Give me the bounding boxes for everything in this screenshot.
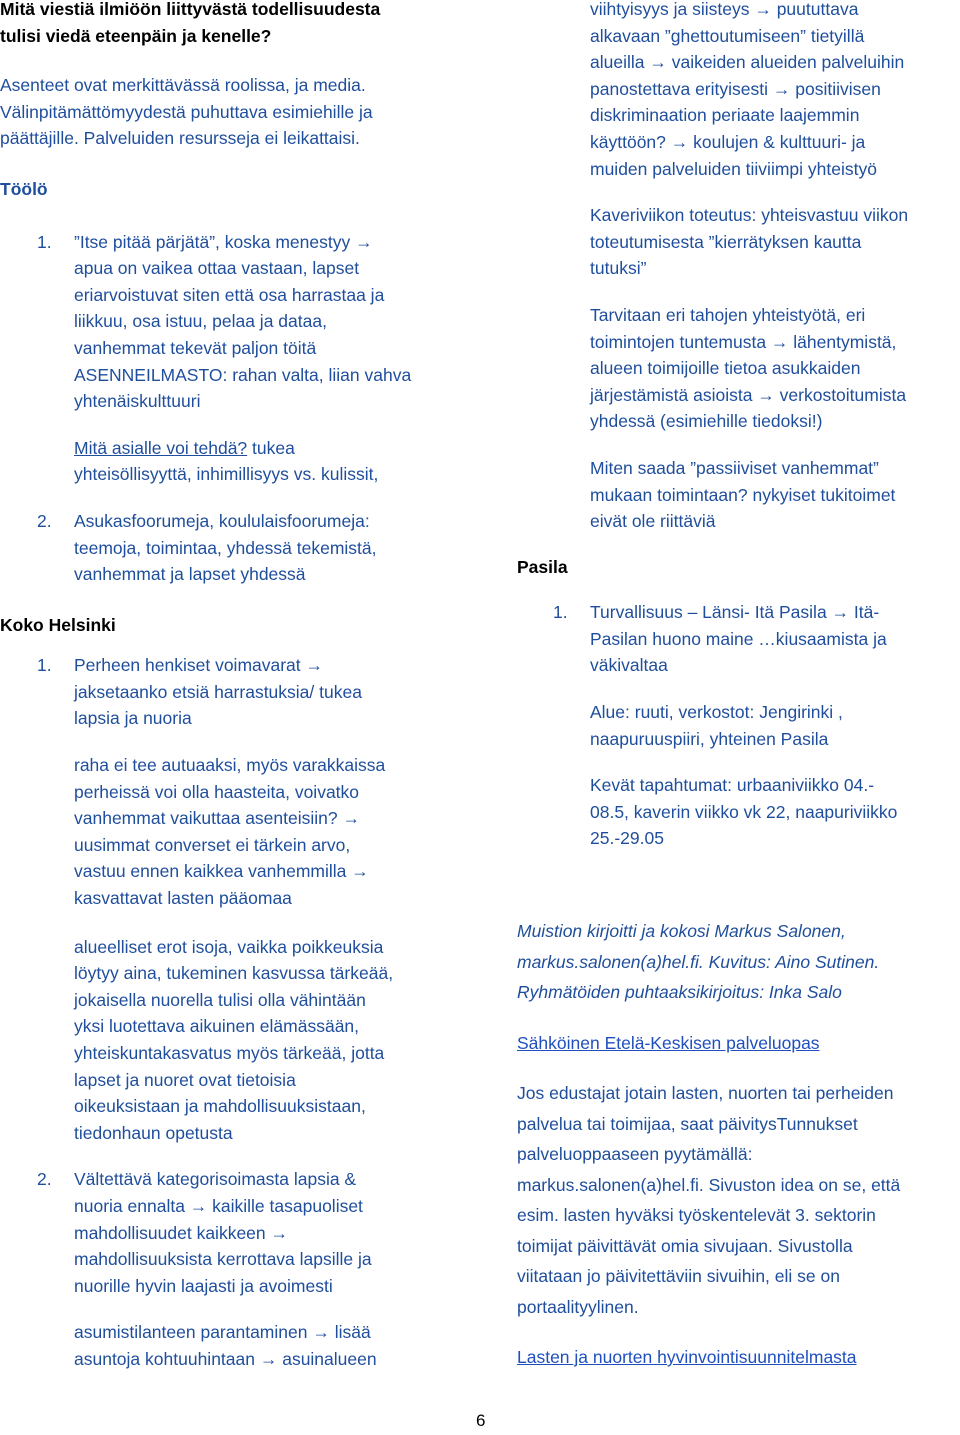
intro-paragraph: Asenteet ovat merkittävässä roolissa, ja media. Välinpitämättömyydestä puhuttava esimiehille ja päättäjille. Palveluiden resursseja ei leikattaisi. [0,75,373,149]
list-number: 2. [37,1169,52,1190]
pasila-item-1: 1. Turvallisuus – Länsi- Itä Pasila → Itä- Pasilan huono maine …kiusaamista ja väkivaltaa [517,599,960,679]
koko-item-2: 2. Vältettävä kategorisoimasta lapsia & nuoria ennalta → kaikille tasapuoliset mahdollisuudet kaikkeen → mahdollisuuksista kerrottava lapsille ja nuorille hyvin laajasti ja avoimesti [0,1166,480,1299]
footer-notes [517,916,960,1373]
continuation-paragraph: viihtyisyys ja siisteys → puututtava alkavaan ”ghettoutumiseen” tietyillä alueilla → vaikeiden alueiden palveluihin panostettava erityisesti → positiivisen diskriminaation periaate laajemmin käyttöön? → koulujen & kulttuuri- ja muiden palveluiden tiiviimpi yhteistyö [590,0,905,179]
question-underlined: Mitä asialle voi tehdä? [74,437,248,458]
koko-paragraph-c: asumistilanteen parantaminen → lisää asuntoja kohtuuhintaan → asuinalueen [74,1322,377,1369]
list-number: 1. [37,231,52,252]
list-number: 1. [553,602,568,623]
toolo-item-1: 1. ”Itse pitää pärjätä”, koska menestyy → apua on vaikea ottaa vastaan, lapset eriarvoistuvat siten että osa harrastaa ja liikkuu, osa istuu, pelaa ja dataa, vanhemmat tekevät paljon töitä ASENNEILMASTO: rahan valta, liian vahva yhtenäiskulttuuri [0,229,480,415]
right-column [517,0,960,1373]
yhteistyo-paragraph: Tarvitaan eri tahojen yhteistyötä, eri toimintojen tuntemusta → lähentymistä, alueen toimijoille tietoa asukkaiden järjestämistä asioista → verkostoitumista yhdessä (esimiehille tiedoksi!) [590,304,907,432]
list-number: 2. [37,510,52,531]
palveluopas-link[interactable]: Sähköinen Etelä-Keskisen palveluopas [517,1032,820,1053]
left-column [0,0,480,1373]
koko-item-1: 1. Perheen henkiset voimavarat → jaksetaanko etsiä harrastuksia/ tukea lapsia ja nuoria [0,652,480,732]
toolo-question: Mitä asialle voi tehdä? tukea yhteisöllisyyttä, inhimillisyys vs. kulissit, [74,437,379,485]
heading: Mitä viestiä ilmiöön liittyvästä todellisuudesta tulisi viedä eteenpäin ja kenelle? [0,0,381,46]
passiiviset-paragraph: Miten saada ”passiiviset vanhemmat” mukaan toimintaan? nykyiset tukitoimet eivät ole riittäviä [590,457,896,532]
koko-paragraph-b: alueelliset erot isoja, vaikka poikkeuksia löytyy aina, tukeminen kasvussa tärkeää, jokaisella nuorella tulisi olla vähintään yksi luotettava aikuinen elämässään, yhteiskuntakasvatus myös tärkeää, jotta lapset ja nuoret ovat tietoisia oikeuksistaan ja mahdollisuuksistaan, tiedonhaun opetusta [74,936,394,1143]
hyvinvointisuunnitelma-link[interactable]: Lasten ja nuorten hyvinvointisuunnitelmasta [517,1347,857,1368]
credits-paragraph: Muistion kirjoitti ja kokosi Markus Salonen, markus.salonen(a)hel.fi. Kuvitus: Aino Sutinen. Ryhmätöiden puhtaaksikirjoitus: Inka Salo [517,921,880,1003]
alue-paragraph: Alue: ruuti, verkostot: Jengirinki , naapuruuspiiri, yhteinen Pasila [590,702,843,749]
kevat-paragraph: Kevät tapahtumat: urbaaniviikko 04.- 08.5, kaverin viikko vk 22, naapuriviikko 25.-29.05 [590,775,898,849]
toolo-item-2: 2. Asukasfoorumeja, koululaisfoorumeja: teemoja, toimintaa, yhdessä tekemistä, vanhemmat ja lapset yhdessä [0,508,480,588]
section-title-koko-helsinki: Koko Helsinki [0,614,116,635]
info-paragraph: Jos edustajat jotain lasten, nuorten tai perheiden palvelua tai toimijaa, saat päivitysTunnukset palveluoppaaseen pyytämällä: markus.salonen(a)hel.fi. Sivuston idea on se, että esim. lasten hyväksi työskentelevät 3. sektorin toimijat päivittävät omia sivujaan. Sivustolla viitataan jo päivitettäviin sivuihin, eli se on portaalityylinen. [517,1083,901,1317]
section-title-toolo: Töölö [0,178,48,199]
kaveriviikko-paragraph: Kaveriviikon toteutus: yhteisvastuu viikon toteutumisesta ”kierrätyksen kautta tutuksi” [590,205,909,279]
list-number: 1. [37,655,52,676]
page-number: 6 [476,1411,486,1430]
section-title-pasila: Pasila [517,556,568,577]
koko-paragraph-a: raha ei tee autuaaksi, myös varakkaissa perheissä voi olla haasteita, voivatko vanhemmat vaikuttaa asenteisiin? → uusimmat converset ei tärkein arvo, vastuu ennen kaikkea vanhemmilla → kasvattavat lasten pääomaa [74,755,386,909]
